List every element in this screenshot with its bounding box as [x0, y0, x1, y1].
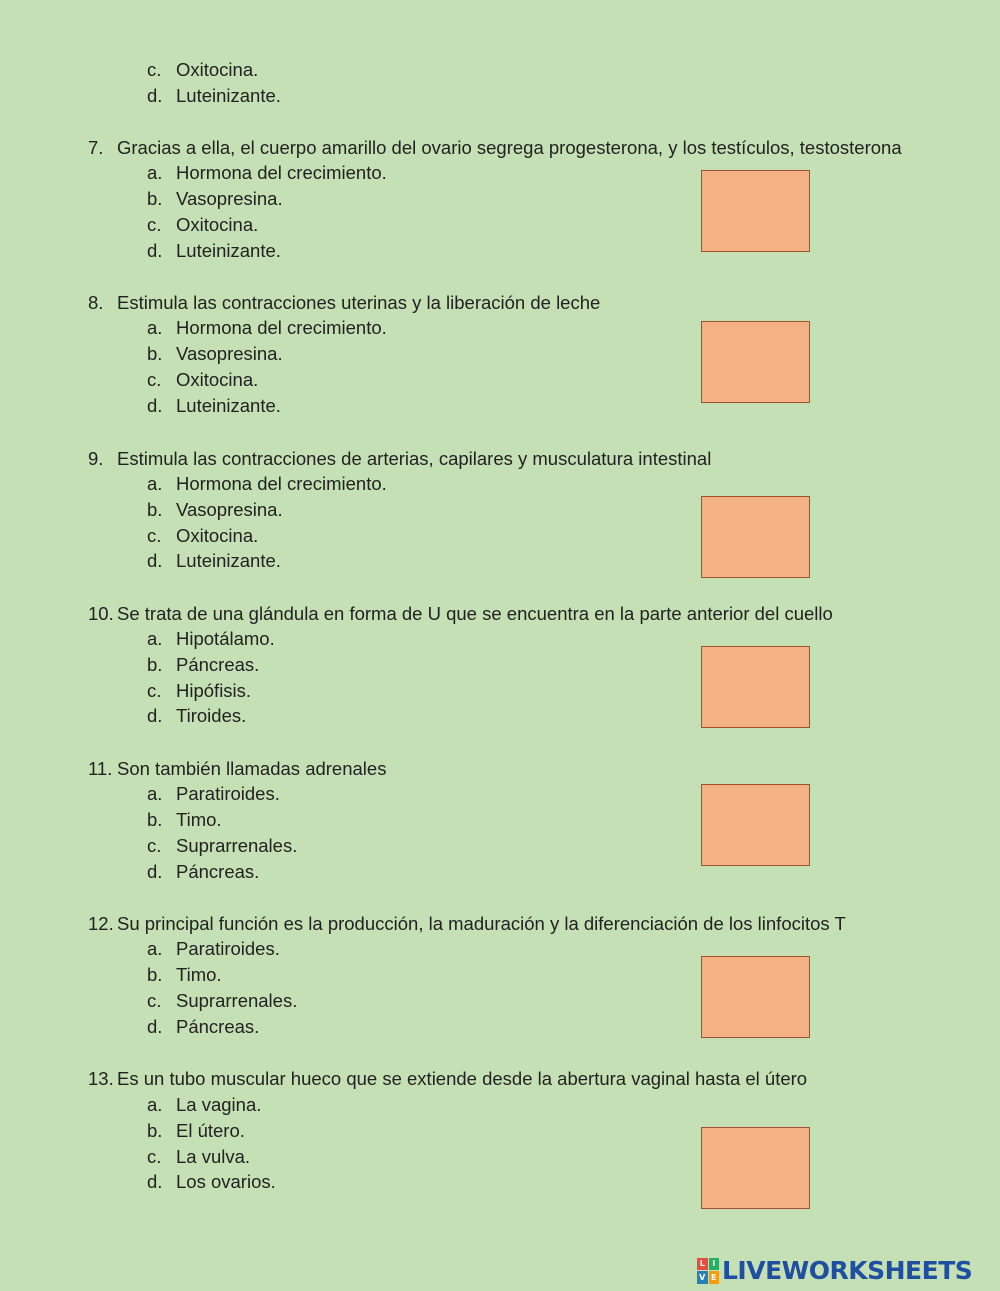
question-10-title: [88, 602, 833, 626]
option-row: [147, 627, 275, 651]
option-letter: d.: [147, 1016, 163, 1037]
answer-box-q9[interactable]: [701, 496, 810, 578]
option-text: Paratiroides.: [176, 783, 280, 804]
option-row: [147, 394, 281, 418]
option-text: Vasopresina.: [176, 499, 283, 520]
option-text: Luteinizante.: [176, 395, 281, 416]
option-row: [147, 860, 259, 884]
option-row: [147, 782, 280, 806]
question-text: Se trata de una glándula en forma de U que se encuentra en la parte anterior del cuello: [117, 603, 833, 624]
option-text: Hipotálamo.: [176, 628, 275, 649]
option-letter: b.: [147, 499, 163, 520]
question-number: 8.: [88, 292, 104, 313]
option-row: [147, 524, 258, 548]
option-text: Oxitocina.: [176, 214, 259, 235]
option-text: Oxitocina.: [176, 369, 259, 390]
option-letter: a.: [147, 1094, 163, 1115]
question-number: 9.: [88, 448, 104, 469]
option-text: Suprarrenales.: [176, 990, 298, 1011]
option-row: [147, 187, 283, 211]
answer-box-q8[interactable]: [701, 321, 810, 403]
option-letter: a.: [147, 317, 163, 338]
option-letter: c.: [147, 835, 162, 856]
answer-box-q11[interactable]: [701, 784, 810, 866]
logo-icon-letter: I: [709, 1258, 720, 1271]
option-letter: d.: [147, 395, 163, 416]
logo-icon-letter: V: [697, 1271, 708, 1284]
question-number: 12.: [88, 913, 114, 934]
option-row: [147, 1145, 250, 1169]
option-letter: d.: [147, 550, 163, 571]
option-text: Los ovarios.: [176, 1171, 276, 1192]
option-letter: d.: [147, 705, 163, 726]
option-row: [147, 808, 222, 832]
option-row: [147, 1093, 261, 1117]
option-letter: c.: [147, 990, 162, 1011]
option-text: Vasopresina.: [176, 188, 283, 209]
option-row: [147, 1170, 276, 1194]
option-row: [147, 213, 258, 237]
answer-box-q12[interactable]: [701, 956, 810, 1038]
option-text: Hormona del crecimiento.: [176, 473, 387, 494]
option-row: [147, 58, 258, 82]
option-text: Suprarrenales.: [176, 835, 298, 856]
option-letter: d.: [147, 85, 163, 106]
question-9-title: [88, 447, 711, 471]
question-11-title: [88, 757, 386, 781]
option-letter: b.: [147, 1120, 163, 1141]
question-number: 7.: [88, 137, 104, 158]
option-text: Tiroides.: [176, 705, 247, 726]
option-text: Páncreas.: [176, 654, 260, 675]
option-letter: b.: [147, 809, 163, 830]
option-row: [147, 937, 280, 961]
option-letter: d.: [147, 861, 163, 882]
option-letter: c.: [147, 1146, 162, 1167]
option-letter: c.: [147, 59, 162, 80]
question-8-title: [88, 291, 600, 315]
option-letter: c.: [147, 680, 162, 701]
option-text: Páncreas.: [176, 861, 260, 882]
option-letter: b.: [147, 654, 163, 675]
option-letter: b.: [147, 964, 163, 985]
option-text: Hormona del crecimiento.: [176, 317, 387, 338]
answer-box-q13[interactable]: [701, 1127, 810, 1209]
option-text: Timo.: [176, 809, 222, 830]
option-text: Luteinizante.: [176, 85, 281, 106]
option-text: Oxitocina.: [176, 59, 259, 80]
option-text: Oxitocina.: [176, 525, 259, 546]
option-row: [147, 963, 222, 987]
logo-text: LIVEWORKSHEETS: [722, 1256, 973, 1285]
answer-box-q7[interactable]: [701, 170, 810, 252]
answer-box-q10[interactable]: [701, 646, 810, 728]
option-row: [147, 368, 258, 392]
option-row: [147, 704, 246, 728]
option-text: Luteinizante.: [176, 550, 281, 571]
option-letter: d.: [147, 1171, 163, 1192]
question-12-title: [88, 912, 846, 936]
option-text: Timo.: [176, 964, 222, 985]
option-letter: c.: [147, 525, 162, 546]
option-row: [147, 549, 281, 573]
option-letter: b.: [147, 188, 163, 209]
question-number: 13.: [88, 1068, 114, 1089]
logo-icon: [697, 1258, 719, 1284]
question-7-title: [88, 136, 902, 160]
option-letter: c.: [147, 369, 162, 390]
option-letter: a.: [147, 628, 163, 649]
option-text: El útero.: [176, 1120, 245, 1141]
option-letter: a.: [147, 783, 163, 804]
option-row: [147, 989, 297, 1013]
option-row: [147, 84, 281, 108]
option-row: [147, 653, 259, 677]
question-number: 10.: [88, 603, 114, 624]
option-letter: a.: [147, 162, 163, 183]
question-text: Estimula las contracciones de arterias, capilares y musculatura intestinal: [117, 448, 712, 469]
option-letter: d.: [147, 240, 163, 261]
question-text: Su principal función es la producción, la maduración y la diferenciación de los linfocitos T: [117, 913, 846, 934]
option-row: [147, 1015, 259, 1039]
logo-icon-letter: E: [709, 1271, 720, 1284]
question-text: Son también llamadas adrenales: [117, 758, 387, 779]
option-text: Paratiroides.: [176, 938, 280, 959]
option-letter: c.: [147, 214, 162, 235]
question-13-title: [88, 1067, 807, 1091]
liveworksheets-logo[interactable]: [697, 1256, 972, 1285]
option-text: Luteinizante.: [176, 240, 281, 261]
option-row: [147, 239, 281, 263]
option-text: Hormona del crecimiento.: [176, 162, 387, 183]
question-text: Estimula las contracciones uterinas y la liberación de leche: [117, 292, 601, 313]
logo-icon-letter: L: [697, 1258, 708, 1271]
option-row: [147, 679, 251, 703]
option-row: [147, 834, 297, 858]
option-text: Hipófisis.: [176, 680, 252, 701]
option-letter: b.: [147, 343, 163, 364]
option-text: Páncreas.: [176, 1016, 260, 1037]
option-letter: a.: [147, 938, 163, 959]
question-text: Gracias a ella, el cuerpo amarillo del ovario segrega progesterona, y los testículos, testosterona: [117, 137, 902, 158]
option-text: La vulva.: [176, 1146, 251, 1167]
option-row: [147, 316, 387, 340]
option-row: [147, 342, 283, 366]
option-row: [147, 1119, 245, 1143]
option-text: Vasopresina.: [176, 343, 283, 364]
option-text: La vagina.: [176, 1094, 262, 1115]
option-row: [147, 472, 387, 496]
option-row: [147, 498, 283, 522]
question-text: Es un tubo muscular hueco que se extiende desde la abertura vaginal hasta el útero: [117, 1068, 808, 1089]
question-number: 11.: [88, 758, 113, 779]
option-letter: a.: [147, 473, 163, 494]
option-row: [147, 161, 387, 185]
